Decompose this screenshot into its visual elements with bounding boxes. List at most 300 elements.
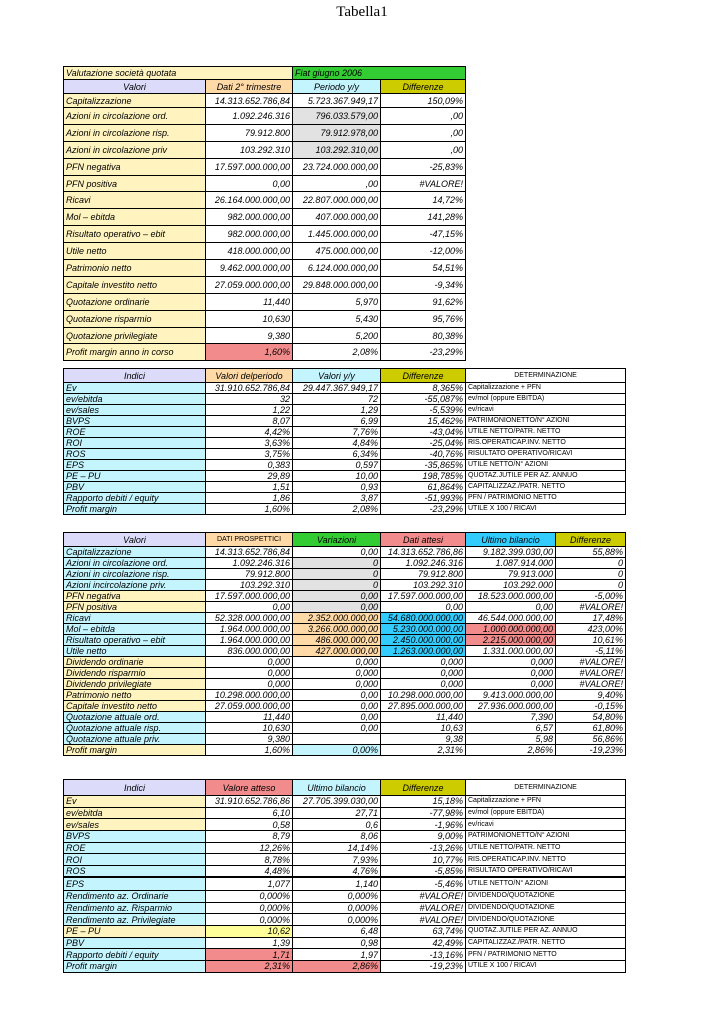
row-label: PFN positiva xyxy=(64,176,206,192)
table-row xyxy=(64,902,626,914)
row-value: 1,39 xyxy=(206,937,293,949)
valuation-title: Valutazione società quotata xyxy=(64,67,293,80)
row-value: -0,15% xyxy=(556,701,626,712)
row-value: 14.313.652.786,84 xyxy=(206,94,293,108)
row-value: 8,365% xyxy=(381,383,466,394)
row-value: 1,077 xyxy=(206,877,293,890)
table-row xyxy=(64,394,626,405)
row-value: 0,000 xyxy=(466,657,556,668)
row-value: 103.292.310,00 xyxy=(293,142,381,159)
table-row xyxy=(64,602,626,613)
row-value: 9,380 xyxy=(206,328,293,344)
row-value: -55,087% xyxy=(381,394,466,405)
row-value: 8,06 xyxy=(293,831,381,843)
row-formula: QUOTAZ.JUTILE PER AZ. ANNUO xyxy=(466,925,626,937)
row-value: -19,23% xyxy=(381,960,466,972)
row-formula: UTILE NETTO/N° AZIONI xyxy=(466,877,626,890)
row-value: 10.298.000.000,00 xyxy=(206,690,293,701)
row-label: Rendimento az. Ordinarie xyxy=(64,890,206,902)
row-label: Quotazione risparmio xyxy=(64,311,206,328)
row-formula: CAPITALIZZAZ./PATR. NETTO xyxy=(466,937,626,949)
row-label: Mol – ebitda xyxy=(64,209,206,226)
row-value: 0 xyxy=(556,580,626,591)
row-label: Rapporto debiti / equity xyxy=(64,493,206,504)
row-label: ev/ebitda xyxy=(64,807,206,819)
row-value: 27.895.000.000,00 xyxy=(381,701,466,712)
column-header: DETERMINAZIONE xyxy=(466,369,626,383)
row-label: Dividendo risparmio xyxy=(64,668,206,679)
table-row xyxy=(64,866,626,878)
row-value: 95,76% xyxy=(381,311,466,328)
row-label: Ev xyxy=(64,796,206,808)
row-value: 27.705.399.030,00 xyxy=(293,796,381,808)
row-label: Capitalizzazione xyxy=(64,94,206,108)
row-value: #VALORE! xyxy=(381,890,466,902)
column-header: Indici xyxy=(64,780,206,796)
row-value: 1.092.246.316 xyxy=(206,558,293,569)
row-label: ROI xyxy=(64,438,206,449)
row-value: 11,440 xyxy=(206,294,293,311)
column-header: Valori delperiodo xyxy=(206,369,293,383)
row-value: 836.000.000,00 xyxy=(206,646,293,657)
table-row xyxy=(64,344,466,361)
row-label: EPS xyxy=(64,877,206,890)
row-value: 6,57 xyxy=(466,723,556,734)
row-value: 10,77% xyxy=(381,854,466,866)
table-row xyxy=(64,842,626,854)
row-label: BVPS xyxy=(64,416,206,427)
row-value: 2.215.000.000,00 xyxy=(466,635,556,646)
row-value: 14,14% xyxy=(293,842,381,854)
row-value: 9,40% xyxy=(556,690,626,701)
row-label: Profit margin xyxy=(64,960,206,972)
row-value: -9,34% xyxy=(381,277,466,294)
row-value: 9.182.399.030,00 xyxy=(466,547,556,558)
table-row xyxy=(64,504,626,515)
row-value: 0,93 xyxy=(293,482,381,493)
row-formula: RISULTATO OPERATIVO/RICAVI xyxy=(466,449,626,460)
row-value: 0,000 xyxy=(466,668,556,679)
row-label: Capitalizzazione xyxy=(64,547,206,558)
row-value: 418.000.000,00 xyxy=(206,243,293,260)
row-formula: UTILE NETTO/PATR. NETTO xyxy=(466,427,626,438)
row-value: 0,000 xyxy=(381,679,466,690)
row-value: -77,98% xyxy=(381,807,466,819)
row-value: 0,000% xyxy=(293,902,381,914)
row-value: 54,80% xyxy=(556,712,626,723)
row-value: -1,96% xyxy=(381,819,466,831)
table-row xyxy=(64,176,466,192)
table-row xyxy=(64,159,466,176)
row-value: 8,78% xyxy=(206,854,293,866)
row-label: ev/sales xyxy=(64,405,206,416)
row-value: 0,00 xyxy=(293,591,381,602)
row-value: 427.000.000,00 xyxy=(293,646,381,657)
row-formula: ev/ricavi xyxy=(466,405,626,416)
table-row xyxy=(64,260,466,277)
row-label: Azioni in circolazione ord. xyxy=(64,108,206,125)
row-value: 0,00 xyxy=(293,701,381,712)
row-value: 11,440 xyxy=(381,712,466,723)
row-value: 31.910.652.786,86 xyxy=(206,796,293,808)
row-formula: PFN / PATRIMONIO NETTO xyxy=(466,949,626,961)
row-value: 0,000% xyxy=(206,914,293,926)
row-value: #VALORE! xyxy=(556,668,626,679)
row-value: 0,000 xyxy=(206,668,293,679)
row-value: 54.680.000.000,00 xyxy=(381,613,466,624)
table-row xyxy=(64,646,626,657)
table-row xyxy=(64,807,626,819)
row-value: 27,71 xyxy=(293,807,381,819)
row-value: 103.292.310 xyxy=(206,580,293,591)
row-value: ,00 xyxy=(381,142,466,159)
column-header: Differenze xyxy=(381,80,466,94)
row-label: PFN negativa xyxy=(64,159,206,176)
row-label: Azioni in circolazione priv xyxy=(64,142,206,159)
row-value: 0,000 xyxy=(381,657,466,668)
row-value: 5.230.000.000,00 xyxy=(381,624,466,635)
table-row xyxy=(64,701,626,712)
row-value: 5,430 xyxy=(293,311,381,328)
row-value: 1,29 xyxy=(293,405,381,416)
row-label: Quotazione ordinarie xyxy=(64,294,206,311)
row-value: 6,99 xyxy=(293,416,381,427)
row-value: 42,49% xyxy=(381,937,466,949)
row-label: Quotazione privilegiate xyxy=(64,328,206,344)
row-value: 6.124.000.000,00 xyxy=(293,260,381,277)
row-value: 6,10 xyxy=(206,807,293,819)
table-row xyxy=(64,427,626,438)
row-formula: ev/mol (oppure EBITDA) xyxy=(466,807,626,819)
row-value: 17,48% xyxy=(556,613,626,624)
row-value: 4,48% xyxy=(206,866,293,878)
row-value: 0,58 xyxy=(206,819,293,831)
row-label: Risultato operativo – ebit xyxy=(64,635,206,646)
row-value: #VALORE! xyxy=(381,914,466,926)
row-value: 1.092.246.316 xyxy=(206,108,293,125)
row-value: 79.912.800 xyxy=(381,569,466,580)
table-row xyxy=(64,328,466,344)
row-value xyxy=(293,734,381,745)
row-value: 982.000.000,00 xyxy=(206,226,293,243)
row-value: 0,000% xyxy=(293,914,381,926)
row-value: 0,00% xyxy=(293,745,381,756)
table-row xyxy=(64,580,626,591)
row-value: 15,18% xyxy=(381,796,466,808)
row-value: 0,00 xyxy=(466,602,556,613)
row-value: 423,00% xyxy=(556,624,626,635)
row-value: 2,08% xyxy=(293,504,381,515)
row-value: 1,140 xyxy=(293,877,381,890)
row-label: PFN positiva xyxy=(64,602,206,613)
row-value: 80,38% xyxy=(381,328,466,344)
row-value: 17.597.000.000,00 xyxy=(206,159,293,176)
row-formula: RIS.OPERATICAP.INV. NETTO xyxy=(466,438,626,449)
column-header: Valore atteso xyxy=(206,780,293,796)
row-value: 7,390 xyxy=(466,712,556,723)
table-row xyxy=(64,937,626,949)
row-value: -43,04% xyxy=(381,427,466,438)
row-value: 1.445.000.000,00 xyxy=(293,226,381,243)
table-row xyxy=(64,877,626,890)
row-label: Capitale investito netto xyxy=(64,277,206,294)
row-formula: UTILE X 100 / RICAVI xyxy=(466,960,626,972)
row-value: -13,16% xyxy=(381,949,466,961)
row-formula: PATRIMONIONETTO/N° AZIONI xyxy=(466,831,626,843)
row-value: 5.723.367.949,17 xyxy=(293,94,381,108)
row-label: PE – PU xyxy=(64,471,206,482)
row-formula: ev/ricavi xyxy=(466,819,626,831)
row-value: 15,462% xyxy=(381,416,466,427)
row-label: Capitale investito netto xyxy=(64,701,206,712)
row-value: 6,48 xyxy=(293,925,381,937)
row-label: ROS xyxy=(64,449,206,460)
row-value: 0,000% xyxy=(206,890,293,902)
row-label: ROS xyxy=(64,866,206,878)
row-value: 2,31% xyxy=(206,960,293,972)
table-row xyxy=(64,657,626,668)
row-value: 103.292.310 xyxy=(206,142,293,159)
row-value: -25,83% xyxy=(381,159,466,176)
row-value: 7,93% xyxy=(293,854,381,866)
row-value: 103.292.310 xyxy=(381,580,466,591)
table-row xyxy=(64,831,626,843)
column-header: Dati 2° trimestre xyxy=(206,80,293,94)
table-row xyxy=(64,890,626,902)
row-formula: Capitalizzazione + PFN xyxy=(466,383,626,394)
row-label: PBV xyxy=(64,482,206,493)
row-value: 0 xyxy=(293,558,381,569)
row-value: 63,74% xyxy=(381,925,466,937)
table-row xyxy=(64,277,466,294)
row-value: 4,42% xyxy=(206,427,293,438)
row-label: Patrimonio netto xyxy=(64,690,206,701)
row-value: 9,38 xyxy=(381,734,466,745)
row-label: Dividendo ordinarie xyxy=(64,657,206,668)
table-row xyxy=(64,558,626,569)
row-value: 18.523.000.000,00 xyxy=(466,591,556,602)
row-value: 8,07 xyxy=(206,416,293,427)
row-value: 2.352.000.000,00 xyxy=(293,613,381,624)
row-label: Azioni in circolazione ord. xyxy=(64,558,206,569)
row-formula: PATRIMONIONETTO/N° AZIONI xyxy=(466,416,626,427)
row-label: ev/sales xyxy=(64,819,206,831)
row-value: 407.000.000,00 xyxy=(293,209,381,226)
table-row xyxy=(64,796,626,808)
row-value: 10,62 xyxy=(206,925,293,937)
row-label: PE – PU xyxy=(64,925,206,937)
row-value: 1.964.000.000,00 xyxy=(206,624,293,635)
row-value: 1,86 xyxy=(206,493,293,504)
row-formula: UTILE X 100 / RICAVI xyxy=(466,504,626,515)
row-value: 0 xyxy=(556,558,626,569)
row-value: 10,63 xyxy=(381,723,466,734)
column-header: Valori xyxy=(64,80,206,94)
row-label: Profit margin xyxy=(64,745,206,756)
row-value: 1,60% xyxy=(206,504,293,515)
row-value: 2,86% xyxy=(466,745,556,756)
indices-table xyxy=(63,368,626,515)
row-value: -13,26% xyxy=(381,842,466,854)
row-value: 0,00 xyxy=(293,712,381,723)
table-row xyxy=(64,668,626,679)
valuation-table xyxy=(63,66,466,361)
row-label: Utile netto xyxy=(64,243,206,260)
row-value: 1,51 xyxy=(206,482,293,493)
row-label: Mol – ebitda xyxy=(64,624,206,635)
table-row xyxy=(64,960,626,972)
row-label: Azioni incircolazione priv. xyxy=(64,580,206,591)
row-value: 29,89 xyxy=(206,471,293,482)
row-label: Rendimento az. Risparmio xyxy=(64,902,206,914)
row-label: ROE xyxy=(64,842,206,854)
table-row xyxy=(64,142,466,159)
table-row xyxy=(64,723,626,734)
row-value: 0,6 xyxy=(293,819,381,831)
table-row xyxy=(64,712,626,723)
row-value: 22.807.000.000,00 xyxy=(293,192,381,209)
row-value: 0,000 xyxy=(466,679,556,690)
row-value: -19,23% xyxy=(556,745,626,756)
row-value: 14.313.652.786,84 xyxy=(206,547,293,558)
table-row xyxy=(64,547,626,558)
row-value: -5,46% xyxy=(381,877,466,890)
row-value: #VALORE! xyxy=(556,679,626,690)
table-row xyxy=(64,690,626,701)
row-value: 17.597.000.000,00 xyxy=(206,591,293,602)
row-value: -5,00% xyxy=(556,591,626,602)
row-value: 0 xyxy=(293,569,381,580)
row-value: 0 xyxy=(293,580,381,591)
row-value: 0,00 xyxy=(206,176,293,192)
row-value: -5,539% xyxy=(381,405,466,416)
row-formula: DIVIDENDO/QUOTAZIONE xyxy=(466,902,626,914)
row-value: #VALORE! xyxy=(381,176,466,192)
row-value: 27.936.000.000,00 xyxy=(466,701,556,712)
row-value: 2.450.000.000,00 xyxy=(381,635,466,646)
row-formula: RISULTATO OPERATIVO/RICAVI xyxy=(466,866,626,878)
row-label: ROI xyxy=(64,854,206,866)
row-value: 10,630 xyxy=(206,311,293,328)
row-value: 46.544.000.000,00 xyxy=(466,613,556,624)
row-value: ,00 xyxy=(293,176,381,192)
row-value: 796.033.579,00 xyxy=(293,108,381,125)
column-header: Indici xyxy=(64,369,206,383)
row-value: 29.848.000.000,00 xyxy=(293,277,381,294)
row-value: 1,97 xyxy=(293,949,381,961)
row-value: 0,000% xyxy=(293,890,381,902)
row-value: 0,000 xyxy=(381,668,466,679)
row-value: 14.313.652.786,86 xyxy=(381,547,466,558)
column-header: DETERMINAZIONE xyxy=(466,780,626,796)
column-header: Differenze xyxy=(381,780,466,796)
row-value: 61,864% xyxy=(381,482,466,493)
column-header: Valori xyxy=(64,533,206,547)
row-value: 79.913.000 xyxy=(466,569,556,580)
table-row xyxy=(64,745,626,756)
row-value: -23,29% xyxy=(381,344,466,361)
row-value: 10.298.000.000,00 xyxy=(381,690,466,701)
row-value: 4,76% xyxy=(293,866,381,878)
row-label: Rapporto debiti / equity xyxy=(64,949,206,961)
table-row xyxy=(64,635,626,646)
table-row xyxy=(64,949,626,961)
row-value: 2,31% xyxy=(381,745,466,756)
row-value: 79.912.800 xyxy=(206,125,293,142)
row-value: -5,85% xyxy=(381,866,466,878)
row-value: 26.164.000.000,00 xyxy=(206,192,293,209)
row-formula: RIS.OPERATICAP.INV. NETTO xyxy=(466,854,626,866)
row-value: 79.912.978,00 xyxy=(293,125,381,142)
row-value: 475.000.000,00 xyxy=(293,243,381,260)
row-value: 0,00 xyxy=(381,602,466,613)
row-value: 52.328.000.000,00 xyxy=(206,613,293,624)
row-value: 198,785% xyxy=(381,471,466,482)
column-header: Ultimo bilancio xyxy=(293,780,381,796)
row-value: 0,000 xyxy=(206,657,293,668)
row-label: Azioni in circolazione risp. xyxy=(64,125,206,142)
row-value: 10,61% xyxy=(556,635,626,646)
row-value: 0,597 xyxy=(293,460,381,471)
row-label: BVPS xyxy=(64,831,206,843)
column-header: Differenze xyxy=(381,369,466,383)
row-value: -25,04% xyxy=(381,438,466,449)
row-value: 0,00 xyxy=(293,547,381,558)
row-value: 72 xyxy=(293,394,381,405)
row-label: Ricavi xyxy=(64,192,206,209)
table-row xyxy=(64,209,466,226)
row-value: 1.092.246.316 xyxy=(381,558,466,569)
row-label: PBV xyxy=(64,937,206,949)
row-label: ev/ebitda xyxy=(64,394,206,405)
column-header: Variazioni xyxy=(293,533,381,547)
row-label: Azioni in circolazione risp. xyxy=(64,569,206,580)
row-value: #VALORE! xyxy=(556,602,626,613)
column-header: Periodo y/y xyxy=(293,80,381,94)
row-value: 0,00 xyxy=(206,602,293,613)
table-row xyxy=(64,925,626,937)
table-row xyxy=(64,819,626,831)
table-row xyxy=(64,383,626,394)
table-row xyxy=(64,460,626,471)
table-row xyxy=(64,108,466,125)
row-label: Quotazione attuale risp. xyxy=(64,723,206,734)
row-value: 1,22 xyxy=(206,405,293,416)
row-value: 1,60% xyxy=(206,745,293,756)
row-value: -5,11% xyxy=(556,646,626,657)
row-label: PFN negativa xyxy=(64,591,206,602)
row-label: Ev xyxy=(64,383,206,394)
table-row xyxy=(64,125,466,142)
table-row xyxy=(64,591,626,602)
row-value: 1,60% xyxy=(206,344,293,361)
row-value: -51,993% xyxy=(381,493,466,504)
table-row xyxy=(64,243,466,260)
row-value: 150,09% xyxy=(381,94,466,108)
table-row xyxy=(64,679,626,690)
row-value: 2,08% xyxy=(293,344,381,361)
row-label: Profit margin anno in corso xyxy=(64,344,206,361)
row-value: 11,440 xyxy=(206,712,293,723)
row-value: 0,00 xyxy=(293,602,381,613)
row-value: 0,98 xyxy=(293,937,381,949)
row-value: 56,86% xyxy=(556,734,626,745)
column-header: Dati attesi xyxy=(381,533,466,547)
row-value: 3,87 xyxy=(293,493,381,504)
table-row xyxy=(64,471,626,482)
table-row xyxy=(64,624,626,635)
row-value: 4,84% xyxy=(293,438,381,449)
